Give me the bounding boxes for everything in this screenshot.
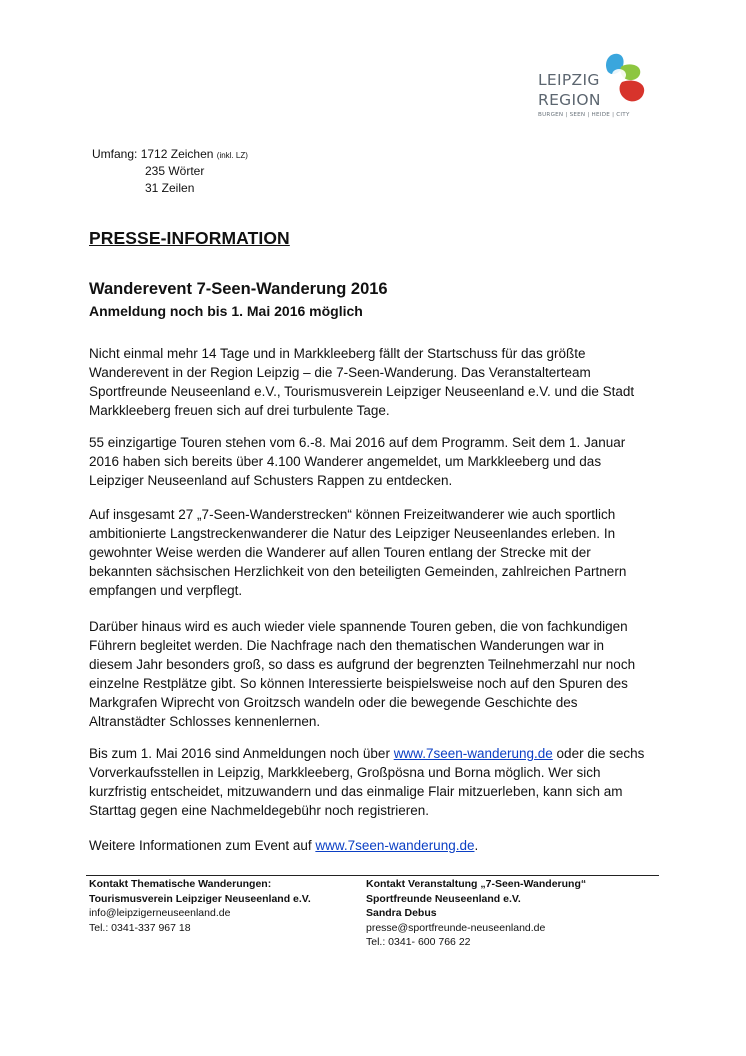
paragraph-line: Markkleeberg freuen sich auf drei turbulente Tage. xyxy=(89,403,390,418)
paragraph-line: Wanderevent in der Region Leipzig – die 7-Seen-Wanderung. Das Veranstalterteam xyxy=(89,365,591,380)
contact-left xyxy=(89,877,311,935)
paragraph-line: einzelne Restplätze gibt. So können Interessierte beispielsweise noch auf den Spuren des xyxy=(89,676,628,691)
paragraph-5 xyxy=(89,744,669,820)
paragraph-line: Auf insgesamt 27 „7-Seen-Wanderstrecken“ können Freizeitwanderer wie auch sportlich xyxy=(89,507,616,522)
contact-left-org: Tourismusverein Leipziger Neuseenland e.V. xyxy=(89,892,311,905)
contact-right xyxy=(366,877,586,950)
contact-right-tel: Tel.: 0341- 600 766 22 xyxy=(366,936,471,948)
paragraph-line: empfangen und verpflegt. xyxy=(89,583,243,598)
paragraph-line: Führern begleitet werden. Die Nachfrage nach den thematischen Wanderungen war in xyxy=(89,638,605,653)
paragraph-line: bekannten sächsischen Herzlichkeit von den beteiligten Gemeinden, zahlreichen Partnern xyxy=(89,564,627,579)
logo-text-leipzig: LEIPZIG xyxy=(538,71,600,89)
paragraph-line xyxy=(89,836,669,855)
text-segment: Weitere Informationen zum Event auf xyxy=(89,838,316,853)
umfang-woerter: 235 Wörter xyxy=(145,164,205,178)
paragraph-line: Starttag gegen eine Nachmeldegebühr noch registrieren. xyxy=(89,803,429,818)
umfang-zeichen-note: (inkl. LZ) xyxy=(216,151,248,160)
logo-tagline: BURGEN | SEEN | HEIDE | CITY xyxy=(538,112,630,118)
paragraph-line: kurzfristig entscheidet, mitzuwandern und das einmalige Flair mitzuerleben, kann sich am xyxy=(89,784,623,799)
contact-right-title: Kontakt Veranstaltung „7-Seen-Wanderung“ xyxy=(366,878,587,890)
page-heading: PRESSE-INFORMATION xyxy=(89,228,290,248)
article-title: Wanderevent 7-Seen-Wanderung 2016 xyxy=(89,280,388,298)
paragraph-6 xyxy=(89,836,669,855)
website-link[interactable]: www.7seen-wanderung.de xyxy=(315,838,475,853)
logo-text-region: REGION xyxy=(538,91,601,109)
paragraph-line: Altranstädter Schlosses kennenlernen. xyxy=(89,714,321,729)
contact-left-tel: Tel.: 0341-337 967 18 xyxy=(89,921,191,934)
umfang-label: Umfang: xyxy=(92,147,138,161)
paragraph-line xyxy=(89,744,669,763)
website-link[interactable]: www.7seen-wanderung.de xyxy=(393,746,553,761)
contact-left-email: info@leipzigerneuseenland.de xyxy=(89,907,231,919)
paragraph-line: Vorverkaufsstellen in Leipzig, Markkleeberg, Großpösna und Borna möglich. Wer sich xyxy=(89,765,601,780)
paragraph-4 xyxy=(89,617,669,731)
umfang-block xyxy=(92,146,248,164)
umfang-zeilen: 31 Zeilen xyxy=(145,181,195,195)
contact-right-email: presse@sportfreunde-neuseenland.de xyxy=(366,921,546,934)
text-segment: oder die sechs xyxy=(552,746,645,761)
paragraph-line: 2016 haben sich bereits über 4.100 Wanderer angemeldet, um Markkleeberg und das xyxy=(89,454,602,469)
leipzig-region-logo xyxy=(538,52,648,127)
contact-right-org: Sportfreunde Neuseenland e.V. xyxy=(366,892,521,905)
text-segment: Bis zum 1. Mai 2016 sind Anmeldungen noch über xyxy=(89,746,394,761)
paragraph-line: Darüber hinaus wird es auch wieder viele spannende Touren geben, die von fachkundigen xyxy=(89,619,628,634)
paragraph-line: ambitionierte Langstreckenwanderer die Natur des Leipziger Neuseenlandes erleben. In xyxy=(89,526,616,541)
paragraph-2 xyxy=(89,433,669,490)
paragraph-line: Nicht einmal mehr 14 Tage und in Markkleeberg fällt der Startschuss für das größte xyxy=(89,346,586,361)
paragraph-line: Leipziger Neuseenland auf Schusters Rappen zu entdecken. xyxy=(89,473,453,488)
paragraph-line: gewohnter Weise werden die Wanderer auf allen Touren entlang der Strecke mit der xyxy=(89,545,591,560)
paragraph-3 xyxy=(89,505,669,600)
logo-leaf-icon xyxy=(600,52,648,104)
paragraph-line: Sportfreunde Neuseenland e.V., Tourismusverein Leipziger Neuseenland e.V. und die Stadt xyxy=(89,384,635,399)
contact-left-title: Kontakt Thematische Wanderungen: xyxy=(89,878,272,890)
paragraph-line: diesem Jahr besonders groß, so dass es aufgrund der begrenzten Teilnehmerzahl nur noch xyxy=(89,657,636,672)
paragraph-1 xyxy=(89,344,669,420)
text-segment: . xyxy=(474,838,479,853)
article-subtitle: Anmeldung noch bis 1. Mai 2016 möglich xyxy=(89,303,363,319)
paragraph-line: Markgrafen Wiprecht von Groitzsch wandeln oder die bewegende Geschichte des xyxy=(89,695,578,710)
contact-right-person: Sandra Debus xyxy=(366,907,437,919)
umfang-zeichen: 1712 Zeichen xyxy=(140,147,214,161)
paragraph-line: 55 einzigartige Touren stehen vom 6.-8. Mai 2016 auf dem Programm. Seit dem 1. Januar xyxy=(89,435,626,450)
footer-divider xyxy=(86,875,659,876)
